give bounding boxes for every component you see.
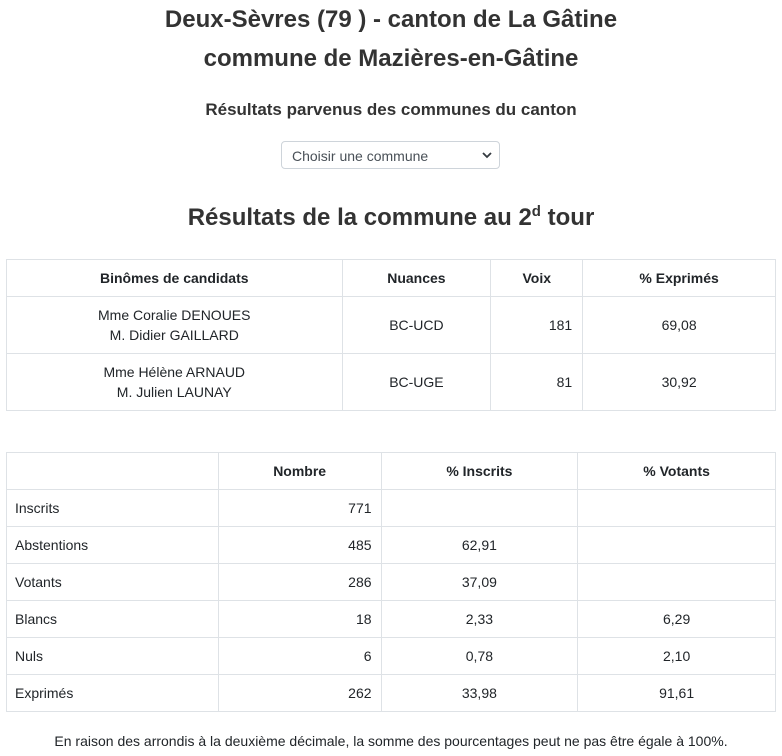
commune-select[interactable]: [281, 141, 500, 169]
row-label: Nuls: [7, 638, 219, 675]
pct-exprimes-cell: 30,92: [583, 354, 776, 411]
table-row: [7, 297, 776, 354]
chevron-down-icon: [482, 150, 492, 160]
table-row: [7, 490, 776, 527]
pct-votants-cell: [578, 490, 776, 527]
table-row: [7, 601, 776, 638]
section-heading: Résultats parvenus des communes du canton: [205, 100, 577, 119]
voix-cell: 181: [491, 297, 583, 354]
nombre-cell: 771: [218, 490, 381, 527]
candidate-name: Mme Coralie DENOUES: [98, 307, 251, 323]
column-header: [7, 453, 219, 490]
candidate-name: Mme Hélène ARNAUD: [103, 364, 246, 380]
candidate-name: M. Julien LAUNAY: [116, 384, 232, 400]
page-title: Deux-Sèvres (79 ) - canton de La Gâtine: [164, 6, 618, 33]
results-title-prefix: Résultats de la commune au 2: [187, 204, 532, 231]
table-row: [7, 354, 776, 411]
pct-votants-cell: 6,29: [578, 601, 776, 638]
stats-table: [6, 452, 776, 712]
pct-votants-cell: 91,61: [578, 675, 776, 712]
commune-select-value: Choisir une commune: [292, 148, 429, 164]
candidates-cell: [7, 354, 343, 411]
results-title-sup: d: [531, 203, 541, 220]
nombre-cell: 485: [218, 527, 381, 564]
row-label: Blancs: [7, 601, 219, 638]
pct-exprimes-cell: 69,08: [583, 297, 776, 354]
pct-inscrits-cell: 37,09: [381, 564, 578, 601]
nuance-cell: BC-UGE: [342, 354, 491, 411]
column-header: Voix: [491, 260, 583, 297]
pct-votants-cell: 2,10: [578, 638, 776, 675]
nuance-cell: BC-UCD: [342, 297, 491, 354]
table-row: [7, 638, 776, 675]
candidates-table: [6, 259, 776, 411]
table-row: [7, 564, 776, 601]
pct-inscrits-cell: 0,78: [381, 638, 578, 675]
page-subtitle-commune: commune de Mazières-en-Gâtine: [203, 45, 579, 72]
pct-votants-cell: [578, 564, 776, 601]
row-label: Votants: [7, 564, 219, 601]
pct-inscrits-cell: 33,98: [381, 675, 578, 712]
column-header: % Inscrits: [381, 453, 578, 490]
pct-inscrits-cell: 2,33: [381, 601, 578, 638]
pct-inscrits-cell: 62,91: [381, 527, 578, 564]
pct-inscrits-cell: [381, 490, 578, 527]
table-row: [7, 675, 776, 712]
pct-votants-cell: [578, 527, 776, 564]
candidate-name: M. Didier GAILLARD: [109, 327, 239, 343]
column-header: % Exprimés: [583, 260, 776, 297]
footnote: En raison des arrondis à la deuxième décimale, la somme des pourcentages peut ne pas être égale à 100%.: [54, 733, 728, 749]
column-header: Binômes de candidats: [7, 260, 343, 297]
table-header-row: [7, 260, 776, 297]
column-header: Nuances: [342, 260, 491, 297]
row-label: Inscrits: [7, 490, 219, 527]
column-header: Nombre: [218, 453, 381, 490]
row-label: Abstentions: [7, 527, 219, 564]
nombre-cell: 286: [218, 564, 381, 601]
table-row: [7, 527, 776, 564]
row-label: Exprimés: [7, 675, 219, 712]
results-title: [0, 203, 782, 232]
table-header-row: [7, 453, 776, 490]
candidates-cell: [7, 297, 343, 354]
nombre-cell: 18: [218, 601, 381, 638]
nombre-cell: 262: [218, 675, 381, 712]
voix-cell: 81: [491, 354, 583, 411]
nombre-cell: 6: [218, 638, 381, 675]
results-title-suffix: tour: [540, 204, 595, 231]
column-header: % Votants: [578, 453, 776, 490]
